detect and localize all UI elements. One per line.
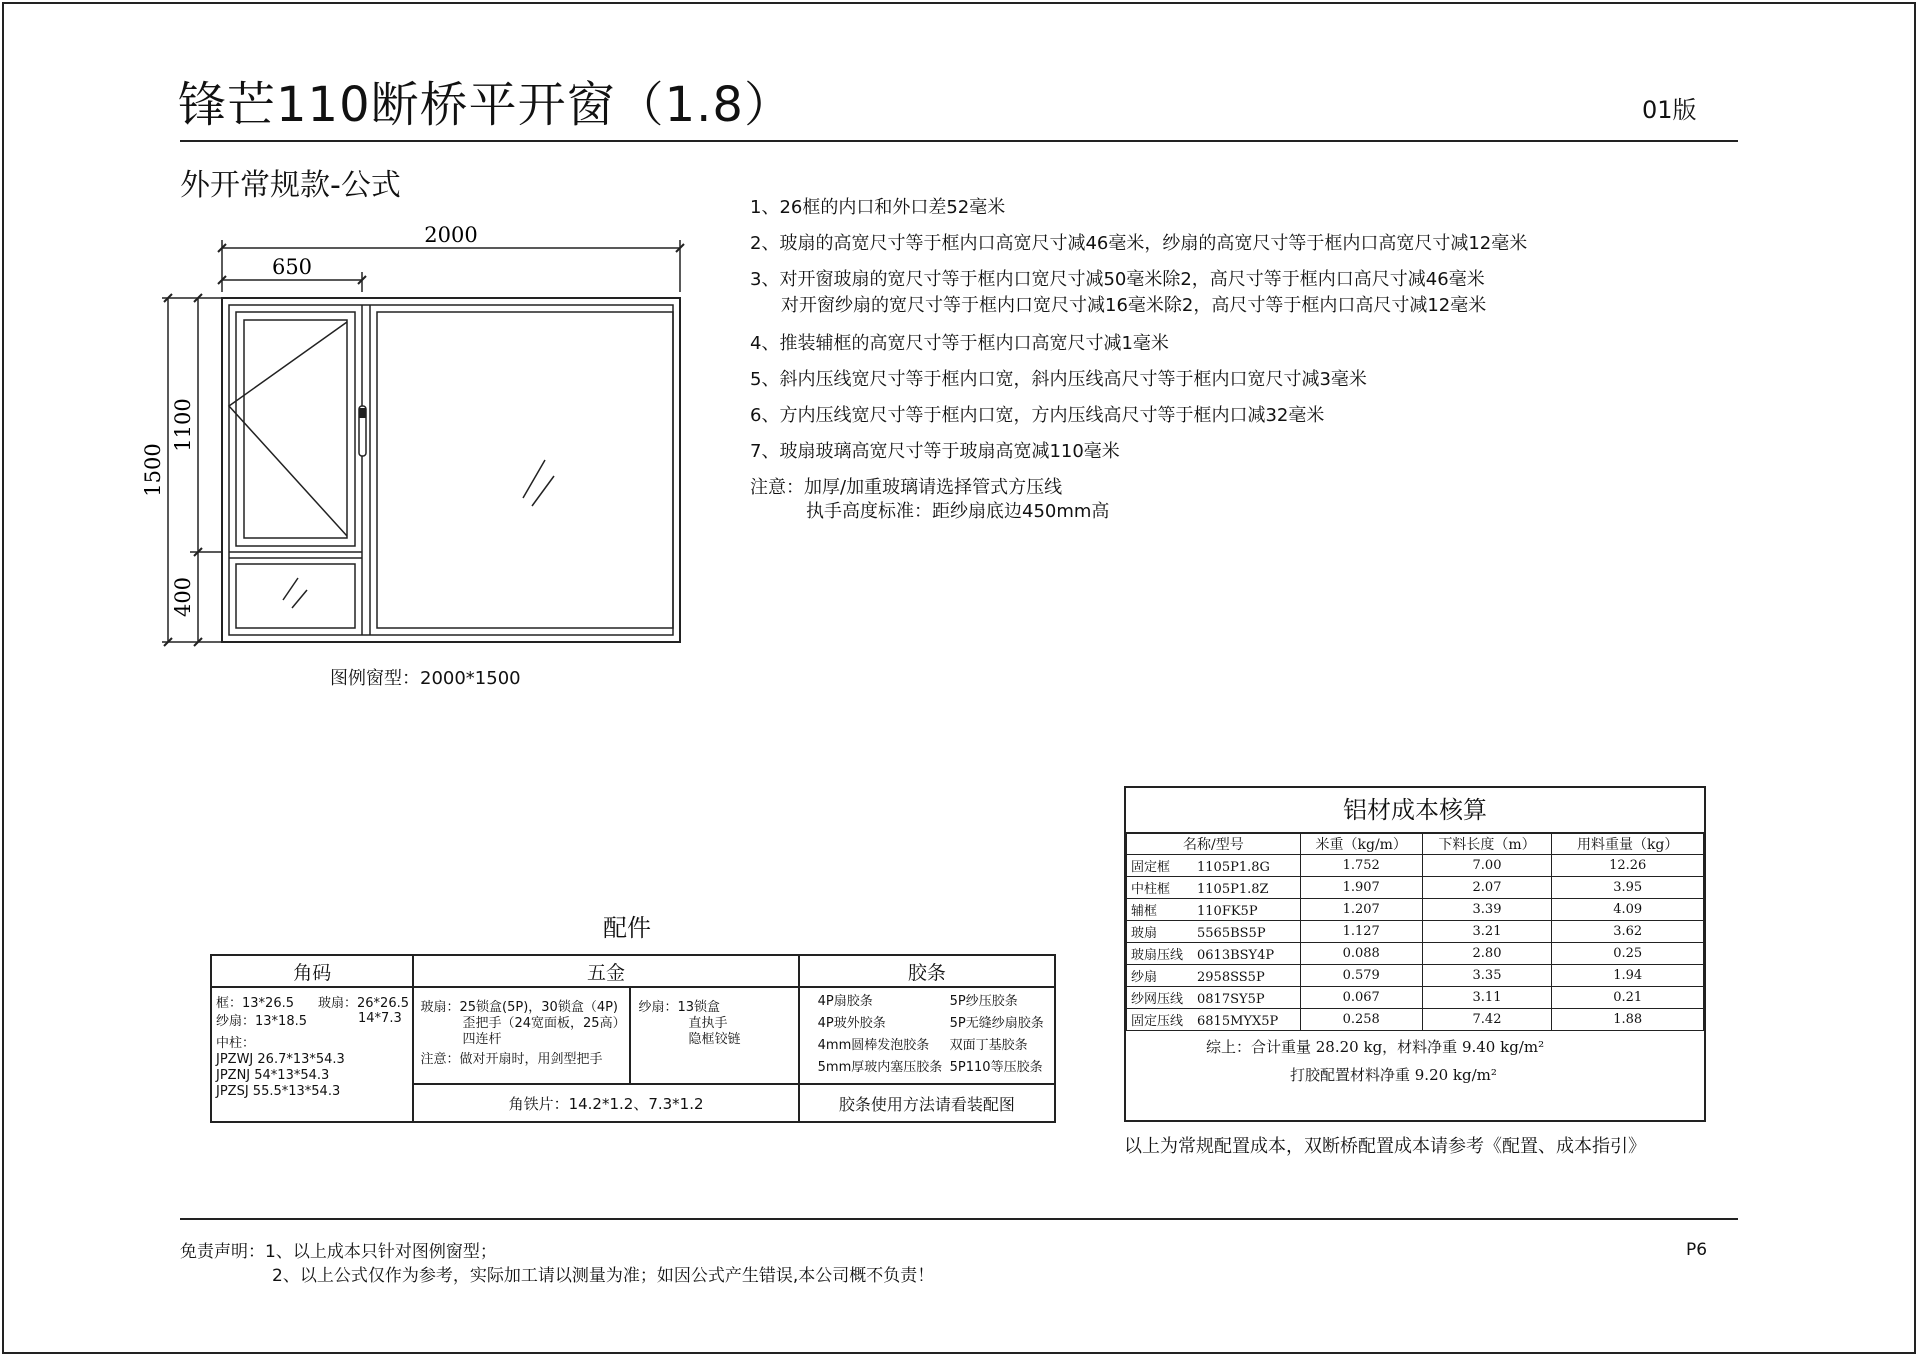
dim-bottom-height: 400 (171, 576, 195, 618)
hw-glass-lock: 玻扇：25锁盒(5P)，30锁盒（4P) (420, 1000, 619, 1015)
material-weight: 0.21 (1552, 987, 1704, 1009)
table-row (1127, 965, 1704, 987)
material-code: 2958SS5P (1197, 970, 1265, 985)
material-name: 纱网压线 (1131, 992, 1184, 1007)
note-item: 6、方内压线宽尺寸等于框内口宽，方内压线高尺寸等于框内口减32毫米 (750, 405, 1325, 426)
section-subtitle: 外开常规款-公式 (180, 168, 401, 203)
material-name: 辅框 (1131, 904, 1158, 919)
material-code: 110FK5P (1197, 904, 1258, 919)
disclaimer-line-1: 免责声明：1、以上成本只针对图例窗型； (180, 1242, 497, 1262)
meter-weight: 1.207 (1300, 899, 1422, 921)
seal-usage-note: 胶条使用方法请看装配图 (799, 1084, 1055, 1122)
material-code: 0817SY5P (1197, 992, 1265, 1007)
parts-table (210, 954, 1056, 1123)
parts-header-seal: 胶条 (799, 955, 1055, 987)
cost-header: 米重（kg/m） (1300, 833, 1422, 855)
corner-jpzsj: JPZSJ 55.5*13*54.3 (216, 1084, 341, 1099)
seal-item: 5P110等压胶条 (949, 1060, 1043, 1075)
material-name: 中柱框 (1131, 882, 1171, 897)
cost-header: 下料长度（m） (1422, 833, 1552, 855)
meter-weight: 1.752 (1300, 855, 1422, 877)
hw-screen-handle: 直执手 (688, 1016, 728, 1031)
material-weight: 12.26 (1552, 855, 1704, 877)
dim-top-height: 1100 (171, 398, 195, 452)
cost-header: 用料重量（kg） (1552, 833, 1704, 855)
material-name: 玻扇 (1131, 926, 1158, 941)
cut-length: 3.39 (1422, 899, 1552, 921)
corner-glass: 玻扇：26*26.5 (318, 996, 409, 1011)
material-name: 玻扇压线 (1131, 948, 1184, 963)
table-row (1127, 943, 1704, 965)
hw-glass-linkage: 四连杆 (462, 1032, 502, 1047)
cost-reference-note: 以上为常规配置成本，双断桥配置成本请参考《配置、成本指引》 (1124, 1136, 1646, 1157)
material-code: 1105P1.8Z (1197, 882, 1269, 897)
cut-length: 7.00 (1422, 855, 1552, 877)
table-row (1127, 899, 1704, 921)
corner-specs (212, 988, 412, 1118)
material-weight: 3.95 (1552, 877, 1704, 899)
summary-glue: 打胶配置材料净重 9.20 kg/m² (1290, 1066, 1497, 1084)
material-code: 5565BS5P (1197, 926, 1266, 941)
page-title: 锋芒110断桥平开窗（1.8） (178, 77, 793, 133)
note-item: 1、26框的内口和外口差52毫米 (750, 197, 1006, 218)
hardware-specs (414, 988, 797, 1083)
dim-sash-width: 650 (271, 255, 313, 279)
hw-glass-handle: 歪把手（24宽面板，25高） (462, 1016, 626, 1031)
meter-weight: 0.067 (1300, 987, 1422, 1009)
corner-frame: 框：13*26.5 (216, 996, 294, 1011)
angle-piece-spec: 角铁片：14.2*1.2、7.3*1.2 (413, 1084, 798, 1122)
note-item: 4、推装辅框的高宽尺寸等于框内口高宽尺寸减1毫米 (750, 333, 1169, 354)
material-name: 纱扇 (1131, 970, 1158, 985)
note-item: 7、玻扇玻璃高宽尺寸等于玻扇高宽减110毫米 (750, 441, 1120, 462)
note-item: 5、斜内压线宽尺寸等于框内口宽，斜内压线高尺寸等于框内口宽尺寸减3毫米 (750, 369, 1367, 390)
seal-item: 4P玻外胶条 (817, 1016, 886, 1031)
meter-weight: 0.258 (1300, 1009, 1422, 1031)
meter-weight: 0.579 (1300, 965, 1422, 987)
material-weight: 1.88 (1552, 1009, 1704, 1031)
corner-glass-2: 14*7.3 (358, 1011, 402, 1026)
cost-header: 名称/型号 (1127, 833, 1301, 855)
note-item: 3、对开窗玻扇的宽尺寸等于框内口宽尺寸减50毫米除2，高尺寸等于框内口高尺寸减46毫米 (750, 269, 1485, 290)
seal-item: 4mm圆棒发泡胶条 (817, 1038, 930, 1053)
parts-header-corner: 角码 (211, 955, 413, 987)
parts-header-hardware: 五金 (413, 955, 798, 987)
cut-length: 7.42 (1422, 1009, 1552, 1031)
corner-mullion: 中柱： (216, 1036, 256, 1051)
hw-screen-lock: 纱扇：13锁盒 (638, 1000, 721, 1015)
summary-total: 综上：合计重量 28.20 kg，材料净重 9.40 kg/m² (1206, 1038, 1545, 1056)
footer-rule (180, 1218, 1738, 1220)
disclaimer (180, 1240, 934, 1288)
parts-title: 配件 (603, 914, 651, 942)
seal-item: 双面丁基胶条 (949, 1038, 1028, 1053)
material-code: 1105P1.8G (1197, 860, 1270, 875)
note-handle-height: 执手高度标准：距纱扇底边450mm高 (806, 501, 1110, 522)
seal-item: 5mm厚玻内塞压胶条 (817, 1060, 943, 1075)
seal-item: 5P无缝纱扇胶条 (949, 1016, 1044, 1031)
material-name: 固定压线 (1131, 1014, 1184, 1029)
drawing-caption: 图例窗型：2000*1500 (330, 668, 521, 689)
table-row (1127, 855, 1704, 877)
window-drawing (140, 210, 700, 670)
header-rule (180, 140, 1738, 142)
hw-note: 注意：做对开扇时，用剑型把手 (420, 1052, 603, 1067)
seal-item: 5P纱压胶条 (949, 994, 1018, 1009)
hw-screen-hinge: 隐框铰链 (688, 1032, 741, 1047)
note-attention: 注意：加厚/加重玻璃请选择管式方压线 (750, 477, 1063, 498)
corner-jpzwj: JPZWJ 26.7*13*54.3 (216, 1052, 345, 1067)
cut-length: 3.35 (1422, 965, 1552, 987)
dim-total-height: 1500 (141, 443, 165, 497)
cost-title: 铝材成本核算 (1126, 788, 1704, 834)
note-item: 2、玻扇的高宽尺寸等于框内口高宽尺寸减46毫米，纱扇的高宽尺寸等于框内口高宽尺寸减12毫米 (750, 233, 1528, 254)
cost-table (1124, 786, 1706, 1122)
material-weight: 0.25 (1552, 943, 1704, 965)
material-name: 固定框 (1131, 860, 1171, 875)
hardware-divider (629, 988, 631, 1083)
table-row (1127, 1009, 1704, 1031)
table-row (1127, 921, 1704, 943)
page-number: P6 (1686, 1240, 1708, 1260)
cut-length: 3.21 (1422, 921, 1552, 943)
material-weight: 3.62 (1552, 921, 1704, 943)
cut-length: 3.11 (1422, 987, 1552, 1009)
version-label: 01版 (1642, 96, 1697, 124)
table-row (1127, 987, 1704, 1009)
disclaimer-line-2: 2、以上公式仅作为参考，实际加工请以测量为准；如因公式产生错误,本公司概不负责！ (272, 1266, 935, 1286)
table-row (1127, 877, 1704, 899)
meter-weight: 1.127 (1300, 921, 1422, 943)
corner-screen: 纱扇：13*18.5 (216, 1014, 307, 1029)
meter-weight: 1.907 (1300, 877, 1422, 899)
meter-weight: 0.088 (1300, 943, 1422, 965)
note-item: 对开窗纱扇的宽尺寸等于框内口宽尺寸减16毫米除2，高尺寸等于框内口高尺寸减12毫米 (781, 295, 1487, 316)
cut-length: 2.07 (1422, 877, 1552, 899)
material-weight: 4.09 (1552, 899, 1704, 921)
corner-jpznj: JPZNJ 54*13*54.3 (216, 1068, 330, 1083)
material-code: 0613BSY4P (1197, 948, 1275, 963)
material-code: 6815MYX5P (1197, 1014, 1279, 1029)
dim-total-width: 2000 (424, 223, 478, 247)
material-weight: 1.94 (1552, 965, 1704, 987)
seal-item: 4P扇胶条 (817, 994, 873, 1009)
cut-length: 2.80 (1422, 943, 1552, 965)
seal-specs (800, 988, 1054, 1083)
